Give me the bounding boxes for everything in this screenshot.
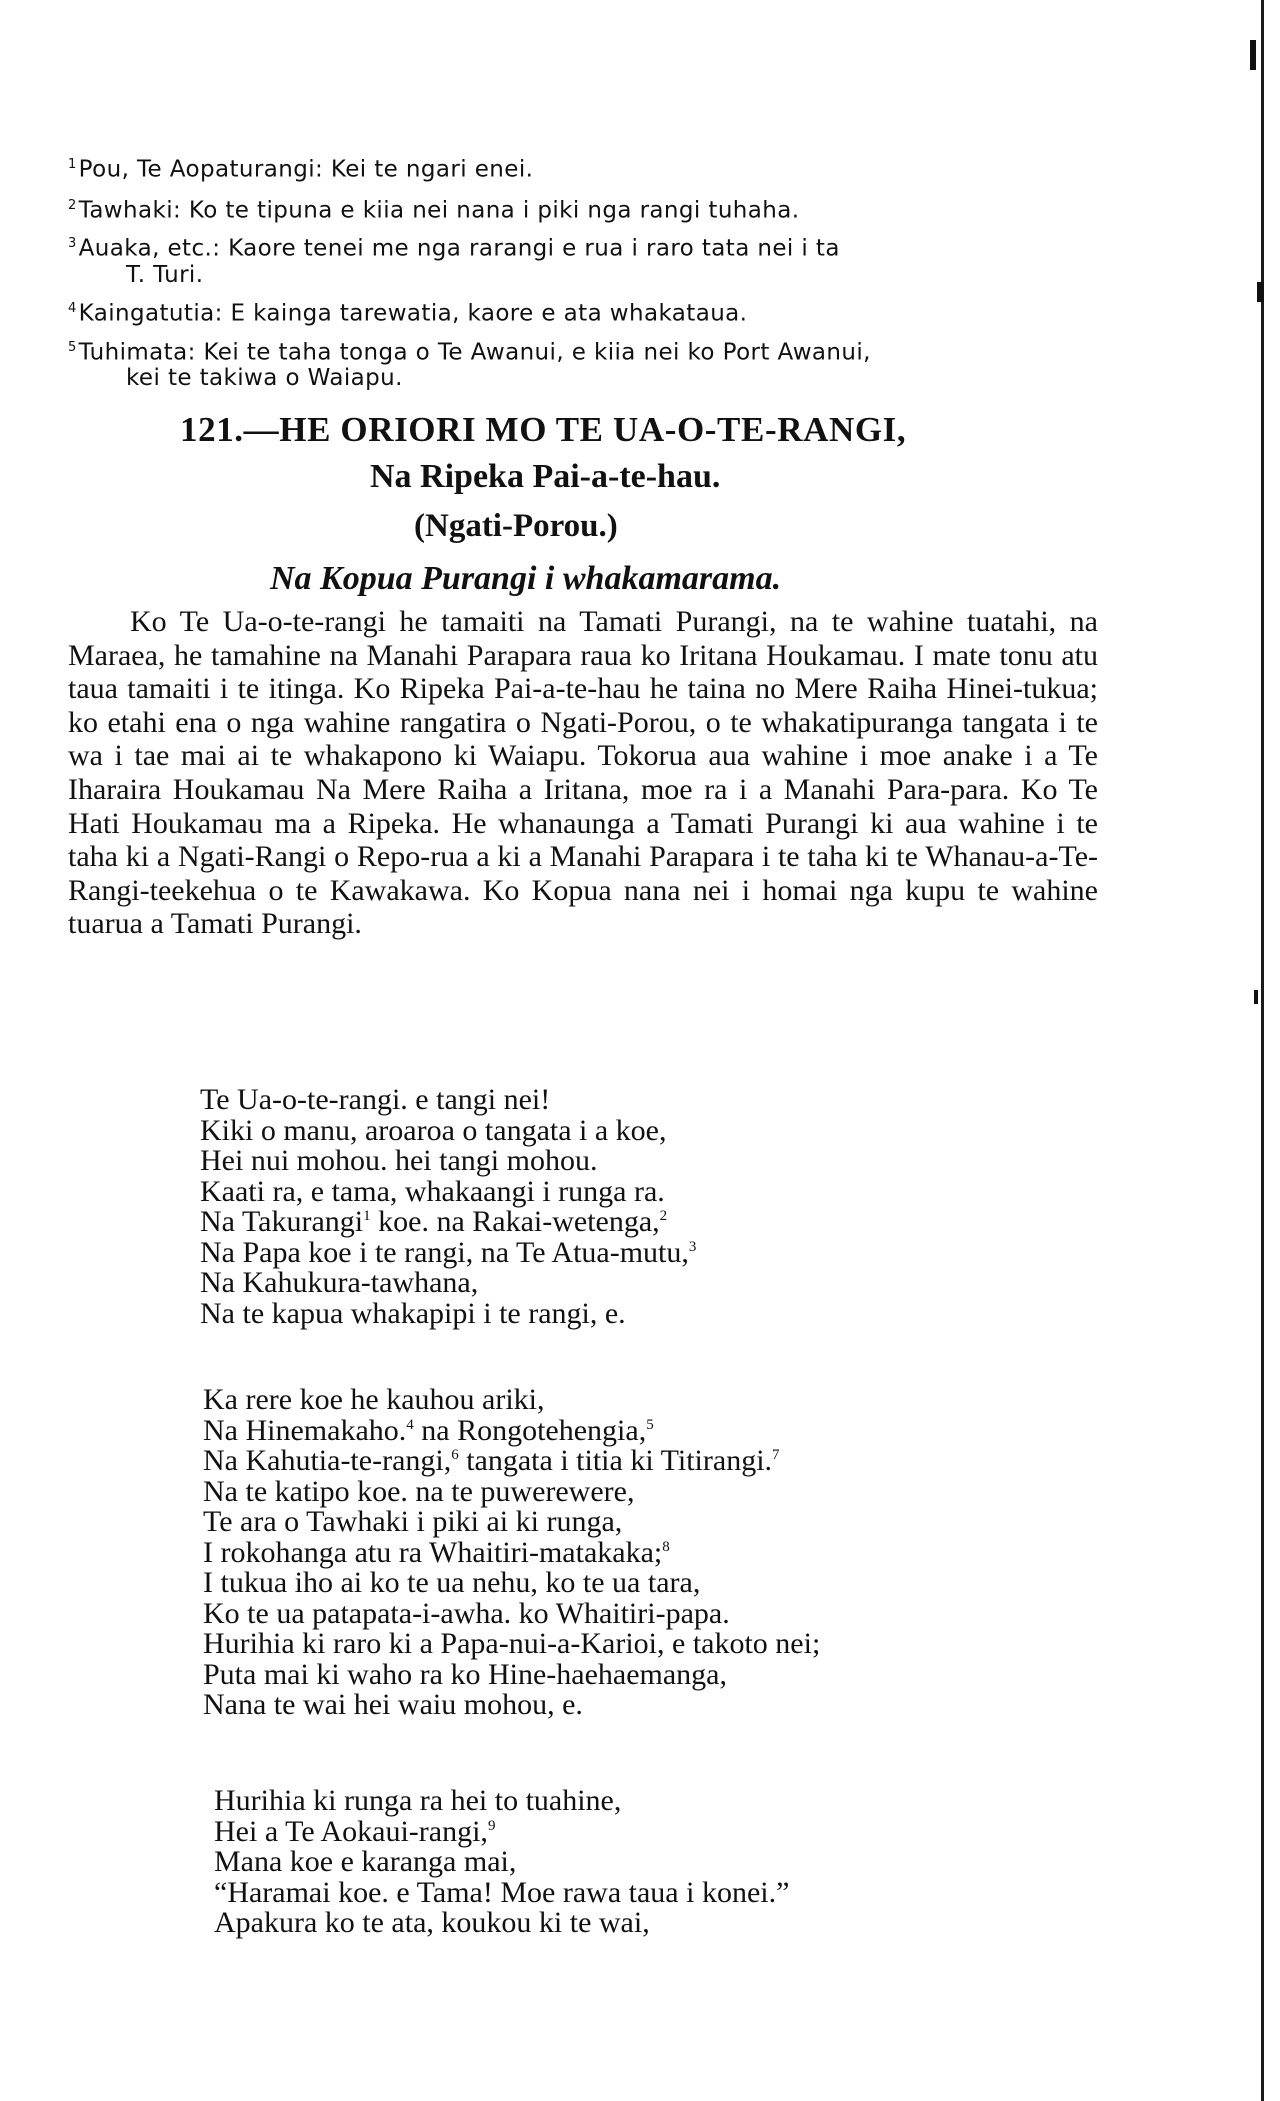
song-author: Na Ripeka Pai-a-te-hau. <box>370 458 721 495</box>
verse-line <box>203 1568 820 1599</box>
footnote-reference: 7 <box>772 1447 780 1463</box>
stanza <box>200 1085 696 1329</box>
verse-line <box>203 1535 820 1569</box>
verse-line-text: Kaati ra, e tama, whakaangi i runga ra. <box>200 1174 665 1208</box>
verse-line <box>203 1657 820 1691</box>
verse-line-text: Na Hinemakaho. <box>203 1413 407 1447</box>
verse-line <box>203 1446 820 1477</box>
verse-line <box>203 1385 820 1416</box>
verse-line-text: Te ara o Tawhaki i piki ai ki runga, <box>203 1505 623 1538</box>
footnote-number: 1 <box>68 157 77 172</box>
verse-line <box>214 1875 790 1909</box>
verse-line-text: Puta mai ki waho ra ko Hine-haehaemanga, <box>203 1657 727 1691</box>
song-title: 121.—HE ORIORI MO TE UA-O-TE-RANGI, <box>180 410 907 449</box>
footnote <box>68 191 1108 226</box>
verse-line-text: Ka rere koe he kauhou ariki, <box>203 1383 545 1416</box>
verse-line-text: Mana koe e karanga mai, <box>214 1845 517 1878</box>
verse-line-text: Te Ua-o-te-rangi. e tangi nei! <box>200 1083 551 1116</box>
footnote-text: Tuhimata: Kei te taha tonga o Te Awanui, e kiia nei ko Port Awanui, <box>78 339 871 366</box>
verse-line-text: Nana te wai hei waiu mohou, e. <box>203 1688 583 1721</box>
introduction-text: Ko Te Ua-o-te-rangi he tamaiti na Tamati Purangi, na te wahine tuatahi, na Maraea, he tamahine na Manahi Parapara raua ko Iritana Houkamau. I mate tonu atu taua tamaiti i te itinga. Ko Ripeka Pai-a-te-hau he taina no Mere Raiha Hinei-tukua; ko etahi ena o nga wahine rangatira o Ngati-Porou, o te whakatipuranga tangata i te wa i tae mai ai te whakapono ki Waiapu. Tokorua aua wahine i moe anake i a Te Iharaira Houkamau Na Mere Raiha a Iritana, moe ra i a Manahi Para-para. Ko Te Hati Houkamau ma a Ripeka. He whanaunga a Tamati Purangi ki aua wahine i te taha ki a Ngati-Rangi o Repo-rua a ki a Manahi Parapara i te taha ki te Whanau-a-Te-Rangi-teekehua o te Kawakawa. Ko Kopua nana nei i homai nga kupu te wahine tuarua a Tamati Purangi. <box>68 605 1098 941</box>
verse-line-text: Na te katipo koe. na te puwerewere, <box>203 1474 635 1508</box>
verse-line-text: I tukua iho ai ko te ua nehu, ko te ua tara, <box>203 1566 701 1599</box>
verse-line-text: “Haramai koe. e Tama! Moe rawa taua i konei.” <box>214 1875 790 1909</box>
page-edge-mark <box>1257 282 1264 302</box>
introduction-paragraph <box>68 605 1098 941</box>
stanza <box>203 1385 820 1721</box>
footnote-number: 3 <box>68 236 77 252</box>
footnote <box>68 294 1108 329</box>
verse-line-text: na Rongotehengia, <box>413 1413 647 1447</box>
verse-line <box>214 1814 789 1848</box>
page-edge-mark <box>1250 40 1256 70</box>
footnote-number: 4 <box>68 300 77 316</box>
footnote-reference: 2 <box>659 1208 668 1224</box>
verse-line-text: Apakura ko te ata, koukou ki te wai, <box>214 1906 650 1939</box>
verse-line-text: Na Takurangi <box>200 1205 364 1238</box>
footnote-text: Pou, Te Aopaturangi: Kei te ngari enei. <box>78 156 534 183</box>
footnote-number: 5 <box>68 339 77 355</box>
footnote-reference: 3 <box>688 1238 697 1255</box>
footnote-text: Tawhaki: Ko te tipuna e kiia nei nana i piki nga rangi tuhaha. <box>78 197 800 224</box>
song-tribe: (Ngati-Porou.) <box>414 508 618 544</box>
footnote-reference: 5 <box>646 1416 654 1433</box>
verse-line <box>200 1174 696 1208</box>
verse-line <box>200 1113 696 1147</box>
stanza <box>214 1786 789 1939</box>
footnote-reference: 8 <box>662 1538 670 1555</box>
verse-line-text: Kiki o manu, aroaroa o tangata i a koe, <box>200 1113 667 1147</box>
song-explainer: Na Kopua Purangi i whakamarama. <box>270 560 782 597</box>
verse-line-text: Hei a Te Aokaui-rangi, <box>214 1814 488 1848</box>
verse-line-text: Na Papa koe i te rangi, na Te Atua-mutu, <box>200 1235 689 1269</box>
footnote <box>68 231 1108 288</box>
verse-line-text: Hurihia ki raro ki a Papa-nui-a-Karioi, e takoto nei; <box>203 1627 821 1660</box>
verse-line <box>200 1207 696 1238</box>
verse-line-text: Hei nui mohou. hei tangi mohou. <box>200 1144 598 1177</box>
footnotes <box>68 150 1108 397</box>
footnote <box>68 335 1108 392</box>
verse-line-text: Na Kahukura-tawhana, <box>200 1266 479 1299</box>
footnote-text: Kaingatutia: E kainga tarewatia, kaore e ata whakataua. <box>78 300 748 327</box>
verse-line-text: tangata i titia ki Titirangi. <box>458 1444 773 1477</box>
verse-line <box>203 1413 820 1447</box>
page-edge-line <box>1261 0 1264 2101</box>
verse-line <box>200 1296 696 1330</box>
footnote-text: Auaka, etc.: Kaore tenei me nga rarangi e rua i raro tata nei i ta <box>78 235 840 262</box>
footnote-reference: 6 <box>451 1447 459 1463</box>
verse-line <box>200 1268 696 1299</box>
verse-line-text: Ko te ua patapata-i-awha. ko Whaitiri-papa. <box>203 1596 730 1630</box>
verse-line-text: koe. na Rakai-wetenga, <box>370 1205 660 1238</box>
verse-line-text: Na Kahutia-te-rangi, <box>203 1444 452 1477</box>
footnote-reference: 4 <box>406 1416 414 1433</box>
page-edge-mark <box>1254 990 1258 1004</box>
verse-line <box>214 1847 789 1878</box>
verse-line <box>200 1085 696 1116</box>
footnote <box>68 150 1108 185</box>
verse-line <box>214 1786 789 1817</box>
verse-line <box>214 1908 789 1939</box>
verse-line-text: Hurihia ki runga ra hei to tuahine, <box>214 1784 622 1817</box>
verse-line <box>200 1146 696 1177</box>
footnote-reference: 1 <box>363 1208 371 1224</box>
verse-line <box>203 1474 820 1508</box>
footnote-reference: 9 <box>487 1817 496 1834</box>
verse-line-text: I rokohanga atu ra Whaitiri-matakaka; <box>203 1535 663 1569</box>
verse-line <box>203 1507 820 1538</box>
verse-line <box>200 1235 697 1269</box>
footnote-continuation: kei te takiwa o Waiapu. <box>126 365 403 392</box>
verse-line-text: Na te kapua whakapipi i te rangi, e. <box>200 1296 626 1330</box>
verse-line <box>203 1596 820 1630</box>
verse-line <box>203 1629 820 1660</box>
verse-line <box>203 1690 820 1721</box>
footnote-continuation: T. Turi. <box>126 261 204 288</box>
footnote-number: 2 <box>68 197 77 213</box>
